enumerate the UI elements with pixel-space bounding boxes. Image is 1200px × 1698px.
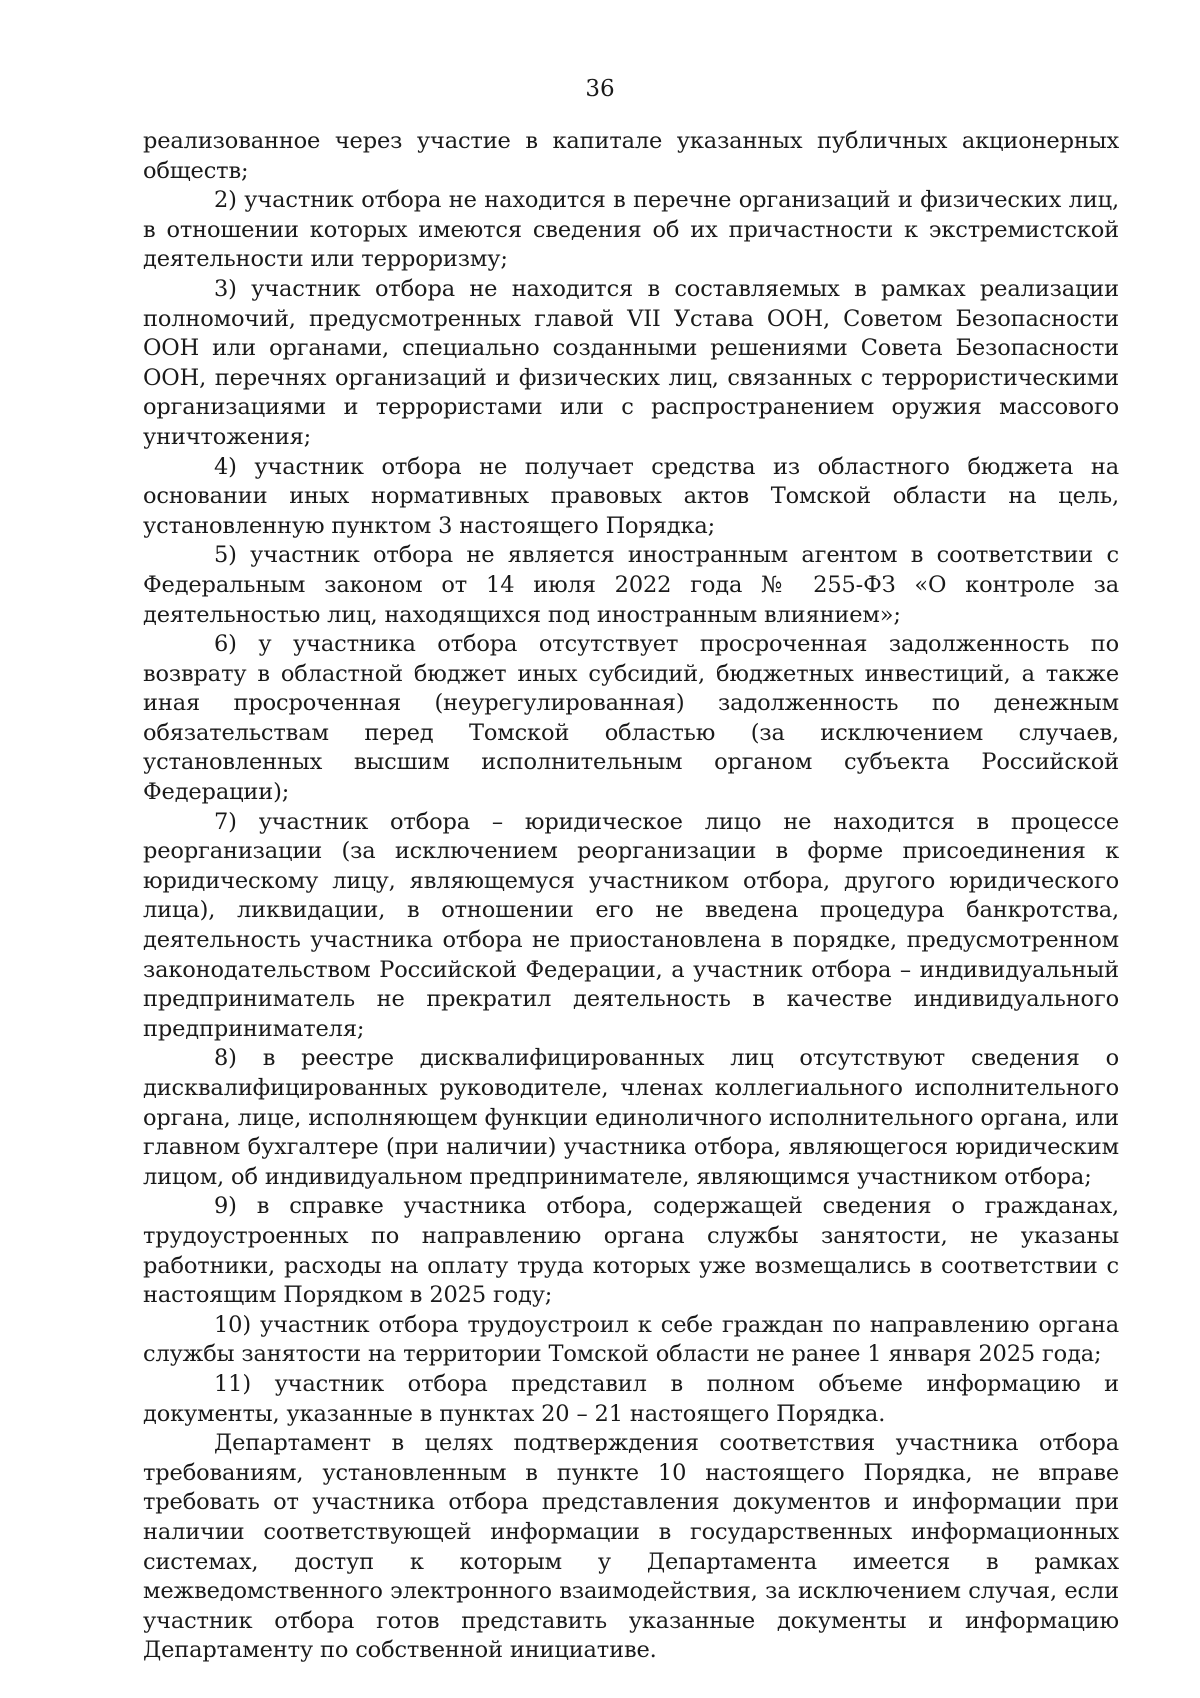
page-number: 36	[585, 76, 615, 102]
paragraph-item-8: 8) в реестре дисквалифицированных лиц отсутствуют сведения о дисквалифицированных руководителе, членах коллегиального исполнительного органа, лице, исполняющем функции единоличного исполнительного органа, или главном бухгалтере (при наличии) участника отбора, являющегося юридическим лицом, об индивидуальном предпринимателе, являющимся участником отбора;	[143, 1045, 1119, 1190]
paragraph-item-10: 10) участник отбора трудоустроил к себе граждан по направлению органа службы занятости на территории Томской области не ранее 1 января 2025 года;	[143, 1311, 1119, 1368]
paragraph-item-5: 5) участник отбора не является иностранным агентом в соответствии с Федеральным законом от 14 июля 2022 года № 255-ФЗ «О контроле за деятельностью лиц, находящихся под иностранным влиянием»;	[143, 542, 1119, 628]
paragraph-item-3: 3) участник отбора не находится в составляемых в рамках реализации полномочий, предусмотренных главой VII Устава ООН, Советом Безопасности ООН или органами, специально созданными решениями Совета Безопасности ООН, перечнях организаций и физических лиц, связанных с террористическими организациями и террористами или с распространением оружия массового уничтожения;	[143, 275, 1119, 450]
paragraph-item-7: 7) участник отбора – юридическое лицо не находится в процессе реорганизации (за исключением реорганизации в форме присоединения к юридическому лицу, являющемуся участником отбора, другого юридического лица), ликвидации, в отношении его не введена процедура банкротства, деятельность участника отбора не приостановлена в порядке, предусмотренном законодательством Российской Федерации, а участник отбора – индивидуальный предприниматель не прекратил деятельность в качестве индивидуального предпринимателя;	[143, 808, 1119, 1042]
paragraph-item-11: 11) участник отбора представил в полном объеме информацию и документы, указанные в пунктах 20 – 21 настоящего Порядка.	[143, 1370, 1119, 1427]
paragraph-department: Департамент в целях подтверждения соответствия участника отбора требованиям, установленным в пункте 10 настоящего Порядка, не вправе требовать от участника отбора представления документов и информации при наличии соответствующей информации в государственных информационных системах, доступ к которым у Департамента имеется в рамках межведомственного электронного взаимодействия, за исключением случая, если участник отбора готов представить указанные документы и информацию Департаменту по собственной инициативе.	[143, 1430, 1119, 1664]
paragraph-item-2: 2) участник отбора не находится в перечне организаций и физических лиц, в отношении которых имеются сведения об их причастности к экстремистской деятельности или терроризму;	[143, 187, 1119, 273]
paragraph-item-4: 4) участник отбора не получает средства из областного бюджета на основании иных нормативных правовых актов Томской области на цель, установленную пунктом 3 настоящего Порядка;	[143, 453, 1119, 539]
paragraph-item-6: 6) у участника отбора отсутствует просроченная задолженность по возврату в областной бюджет иных субсидий, бюджетных инвестиций, а также иная просроченная (неурегулированная) задолженность по денежным обязательствам перед Томской областью (за исключением случаев, установленных высшим исполнительным органом субъекта Российской Федерации);	[143, 631, 1119, 806]
paragraph-item-9: 9) в справке участника отбора, содержащей сведения о гражданах, трудоустроенных по направлению органа службы занятости, не указаны работники, расходы на оплату труда которых уже возмещались в соответствии с настоящим Порядком в 2025 году;	[143, 1193, 1119, 1309]
document-body	[143, 127, 1119, 1666]
paragraph-continuation: реализованное через участие в капитале указанных публичных акционерных обществ;	[143, 128, 1119, 184]
